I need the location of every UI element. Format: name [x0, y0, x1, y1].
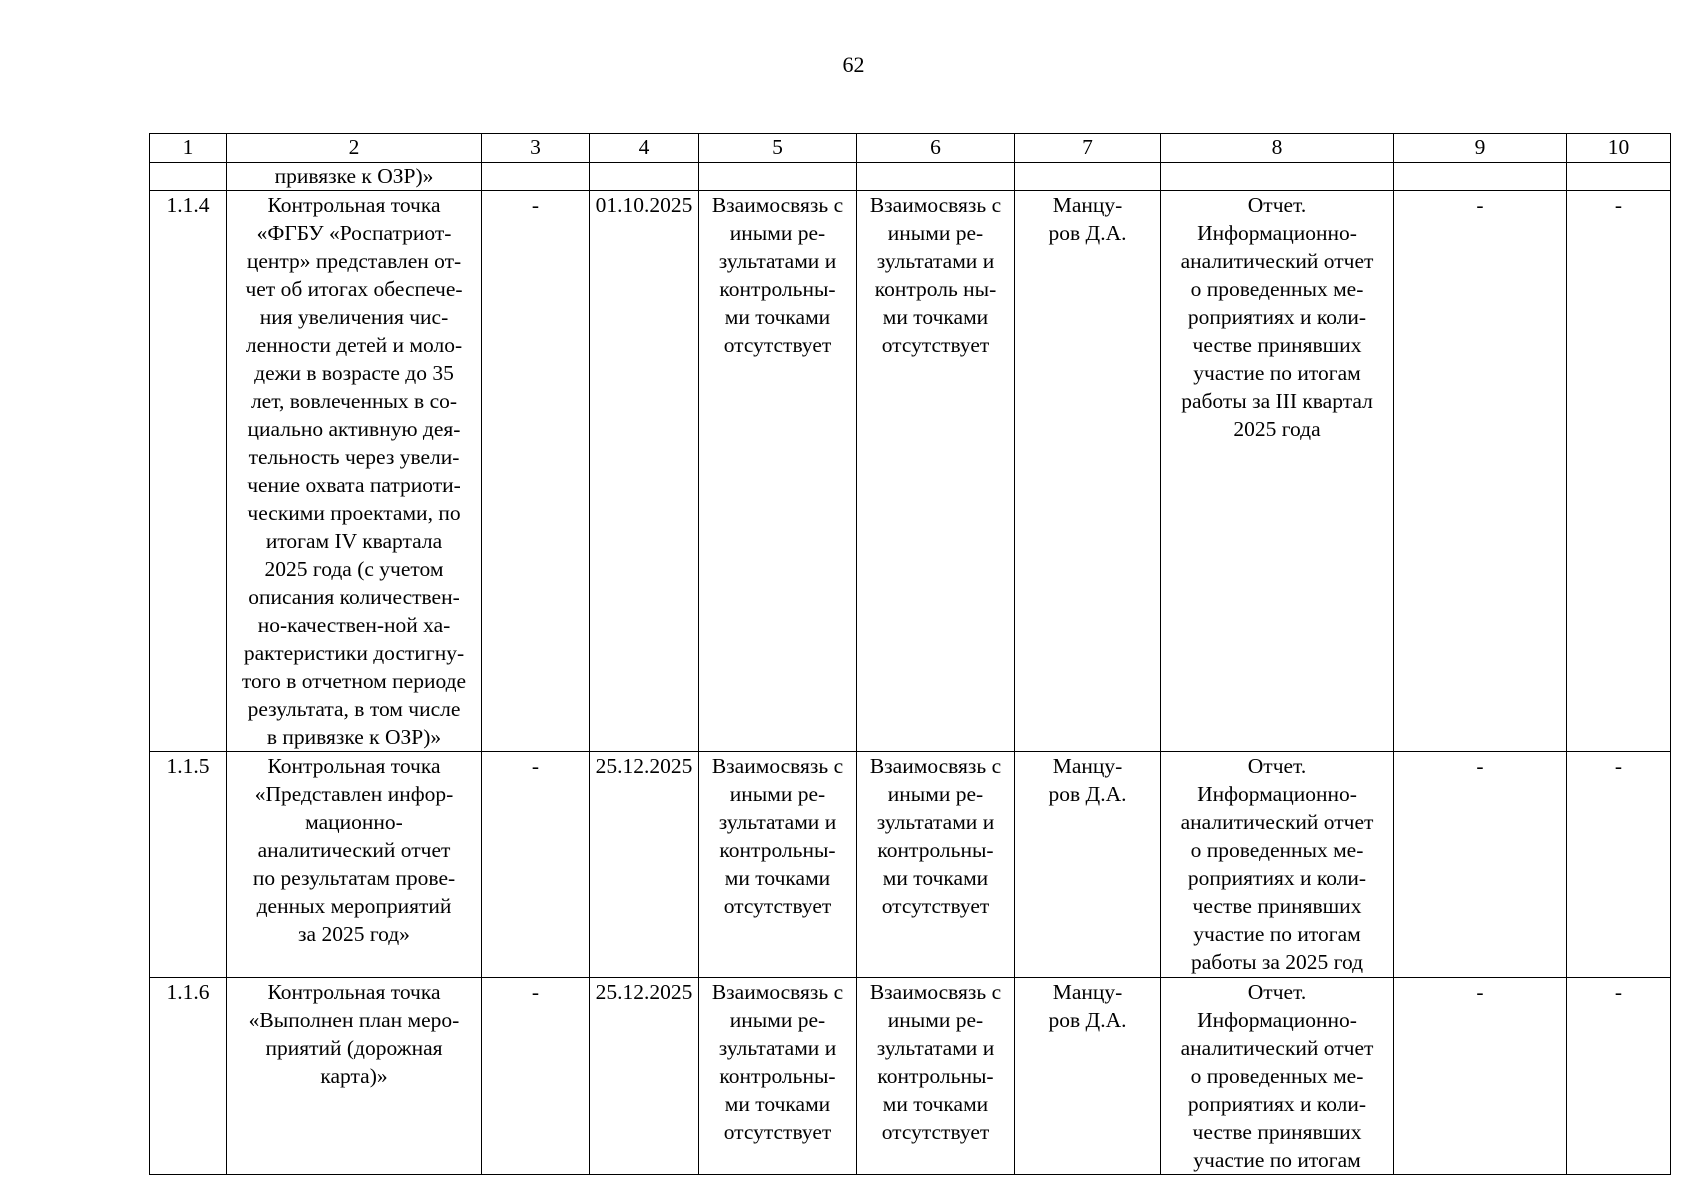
description-cell: [227, 191, 482, 752]
header-cell: 6: [857, 134, 1015, 163]
cell-line: о проведенных ме-: [1190, 838, 1364, 862]
cell-line: иными ре-: [887, 221, 984, 245]
empty-cell: [1567, 163, 1671, 191]
empty-cell: [590, 163, 699, 191]
continuation-text: привязке к ОЗР)»: [227, 163, 482, 191]
responsible-cell: [1015, 752, 1161, 978]
column-3-cell: -: [482, 191, 590, 752]
cell-line: отсутствует: [881, 894, 990, 918]
empty-cell: [1394, 163, 1567, 191]
cell-line: Взаимосвязь с: [711, 193, 844, 217]
cell-line: иными ре-: [729, 1008, 826, 1032]
header-cell: 8: [1161, 134, 1394, 163]
table-row: [150, 752, 1671, 978]
cell-line: Взаимосвязь с: [869, 193, 1002, 217]
cell-line: контрольны-: [877, 838, 994, 862]
cell-line: ния увеличения чис-: [259, 305, 449, 329]
cell-line: в привязке к ОЗР)»: [266, 725, 442, 749]
relation-cell: [857, 191, 1015, 752]
cell-line: Взаимосвязь с: [869, 754, 1002, 778]
cell-line: Манцу-: [1052, 980, 1123, 1004]
cell-line: аналитический отчет: [257, 838, 451, 862]
cell-line: Отчет.: [1247, 754, 1307, 778]
cell-line: отсутствует: [881, 1120, 990, 1144]
column-3-cell: -: [482, 752, 590, 978]
cell-line: отсутствует: [723, 894, 832, 918]
column-10-cell: -: [1567, 978, 1671, 1175]
cell-line: чение охвата патриоти-: [247, 473, 461, 497]
empty-cell: [857, 163, 1015, 191]
cell-line: честве принявших: [1192, 333, 1362, 357]
cell-line: зультатами и: [876, 249, 995, 273]
cell-line: за 2025 год»: [298, 922, 410, 946]
date-cell: 01.10.2025: [590, 191, 699, 752]
cell-line: участие по итогам: [1193, 922, 1361, 946]
table-header-row: [150, 134, 1671, 163]
cell-line: тельность через увели-: [248, 445, 460, 469]
cell-line: о проведенных ме-: [1190, 277, 1364, 301]
cell-line: результата, в том числе: [247, 697, 461, 721]
continuation-row: [150, 163, 1671, 191]
column-9-cell: -: [1394, 752, 1567, 978]
cell-line: контрольны-: [877, 1064, 994, 1088]
cell-line: роприятиях и коли-: [1187, 866, 1367, 890]
cell-line: «ФГБУ «Роспатриот-: [256, 221, 452, 245]
cell-line: зультатами и: [876, 1036, 995, 1060]
cell-line: Взаимосвязь с: [711, 980, 844, 1004]
cell-line: Контрольная точка: [267, 754, 441, 778]
report-cell: [1161, 978, 1394, 1175]
cell-line: контроль ны-: [874, 277, 997, 301]
cell-line: ми точками: [882, 1092, 989, 1116]
cell-line: контрольны-: [719, 838, 836, 862]
item-number-cell: 1.1.5: [150, 752, 227, 978]
cell-line: 2025 года (с учетом: [264, 557, 444, 581]
column-9-cell: -: [1394, 978, 1567, 1175]
cell-line: зультатами и: [718, 810, 837, 834]
cell-line: работы за III квартал: [1181, 389, 1373, 413]
cell-line: Отчет.: [1247, 980, 1307, 1004]
cell-line: ров Д.А.: [1048, 782, 1127, 806]
cell-line: описания количествен-: [248, 585, 460, 609]
header-cell: 1: [150, 134, 227, 163]
relation-cell: [857, 752, 1015, 978]
cell-line: Информационно-: [1197, 221, 1357, 245]
cell-line: участие по итогам: [1193, 361, 1361, 385]
date-cell: 25.12.2025: [590, 752, 699, 978]
responsible-cell: [1015, 191, 1161, 752]
date-cell: 25.12.2025: [590, 978, 699, 1175]
header-cell: 4: [590, 134, 699, 163]
cell-line: Взаимосвязь с: [711, 754, 844, 778]
empty-cell: [150, 163, 227, 191]
column-10-cell: -: [1567, 191, 1671, 752]
cell-line: лет, вовлеченных в со-: [250, 389, 458, 413]
cell-line: Отчет.: [1247, 193, 1307, 217]
cell-line: «Представлен инфор-: [254, 782, 454, 806]
header-cell: 7: [1015, 134, 1161, 163]
cell-line: аналитический отчет: [1180, 249, 1374, 273]
cell-line: дежи в возрасте до 35: [254, 361, 454, 385]
relation-cell: [699, 978, 857, 1175]
report-cell: [1161, 191, 1394, 752]
cell-line: чет об итогах обеспече-: [245, 277, 463, 301]
cell-line: итогам IV квартала: [265, 529, 443, 553]
relation-cell: [857, 978, 1015, 1175]
cell-line: ленности детей и моло-: [245, 333, 463, 357]
cell-line: честве принявших: [1192, 1120, 1362, 1144]
cell-line: ров Д.А.: [1048, 1008, 1127, 1032]
cell-line: иными ре-: [729, 782, 826, 806]
empty-cell: [699, 163, 857, 191]
cell-line: но-качествен-ной ха-: [257, 613, 451, 637]
cell-line: Информационно-: [1197, 1008, 1357, 1032]
relation-cell: [699, 191, 857, 752]
item-number-cell: 1.1.6: [150, 978, 227, 1175]
column-3-cell: -: [482, 978, 590, 1175]
cell-line: о проведенных ме-: [1190, 1064, 1364, 1088]
relation-cell: [699, 752, 857, 978]
cell-line: контрольны-: [719, 1064, 836, 1088]
cell-line: зультатами и: [876, 810, 995, 834]
column-9-cell: -: [1394, 191, 1567, 752]
cell-line: Взаимосвязь с: [869, 980, 1002, 1004]
cell-line: аналитический отчет: [1180, 810, 1374, 834]
cell-line: участие по итогам: [1193, 1148, 1361, 1172]
header-cell: 10: [1567, 134, 1671, 163]
column-10-cell: -: [1567, 752, 1671, 978]
cell-line: 2025 года: [1233, 417, 1321, 441]
header-cell: 2: [227, 134, 482, 163]
cell-line: приятий (дорожная: [265, 1036, 443, 1060]
header-cell: 9: [1394, 134, 1567, 163]
cell-line: ческими проектами, по: [247, 501, 461, 525]
cell-line: рактеристики достигну-: [243, 641, 465, 665]
responsible-cell: [1015, 978, 1161, 1175]
cell-line: отсутствует: [723, 1120, 832, 1144]
cell-line: ми точками: [724, 305, 831, 329]
cell-line: аналитический отчет: [1180, 1036, 1374, 1060]
cell-line: зультатами и: [718, 249, 837, 273]
empty-cell: [1161, 163, 1394, 191]
cell-line: мационно-: [305, 810, 403, 834]
cell-line: по результатам прове-: [252, 866, 456, 890]
cell-line: центр» представлен от-: [246, 249, 462, 273]
header-cell: 5: [699, 134, 857, 163]
cell-line: иными ре-: [887, 782, 984, 806]
report-cell: [1161, 752, 1394, 978]
cell-line: карта)»: [320, 1064, 388, 1088]
cell-line: честве принявших: [1192, 894, 1362, 918]
cell-line: «Выполнен план меро-: [248, 1008, 460, 1032]
table-row: [150, 978, 1671, 1175]
cell-line: ми точками: [724, 866, 831, 890]
cell-line: Манцу-: [1052, 754, 1123, 778]
cell-line: того в отчетном периоде: [241, 669, 467, 693]
cell-line: иными ре-: [729, 221, 826, 245]
cell-line: зультатами и: [718, 1036, 837, 1060]
empty-cell: [482, 163, 590, 191]
description-cell: [227, 752, 482, 978]
cell-line: отсутствует: [881, 333, 990, 357]
cell-line: циально активную дея-: [247, 417, 461, 441]
cell-line: роприятиях и коли-: [1187, 305, 1367, 329]
item-number-cell: 1.1.4: [150, 191, 227, 752]
cell-line: ми точками: [724, 1092, 831, 1116]
cell-line: Информационно-: [1197, 782, 1357, 806]
table-row: [150, 191, 1671, 752]
cell-line: ми точками: [882, 866, 989, 890]
cell-line: контрольны-: [719, 277, 836, 301]
cell-line: денных мероприятий: [256, 894, 452, 918]
plan-table: [149, 133, 1671, 1175]
cell-line: работы за 2025 год: [1190, 950, 1364, 974]
header-cell: 3: [482, 134, 590, 163]
cell-line: Манцу-: [1052, 193, 1123, 217]
cell-line: ми точками: [882, 305, 989, 329]
empty-cell: [1015, 163, 1161, 191]
cell-line: роприятиях и коли-: [1187, 1092, 1367, 1116]
cell-line: отсутствует: [723, 333, 832, 357]
cell-line: Контрольная точка: [267, 980, 441, 1004]
description-cell: [227, 978, 482, 1175]
cell-line: ров Д.А.: [1048, 221, 1127, 245]
page-number: 62: [842, 52, 865, 77]
cell-line: иными ре-: [887, 1008, 984, 1032]
cell-line: Контрольная точка: [267, 193, 441, 217]
